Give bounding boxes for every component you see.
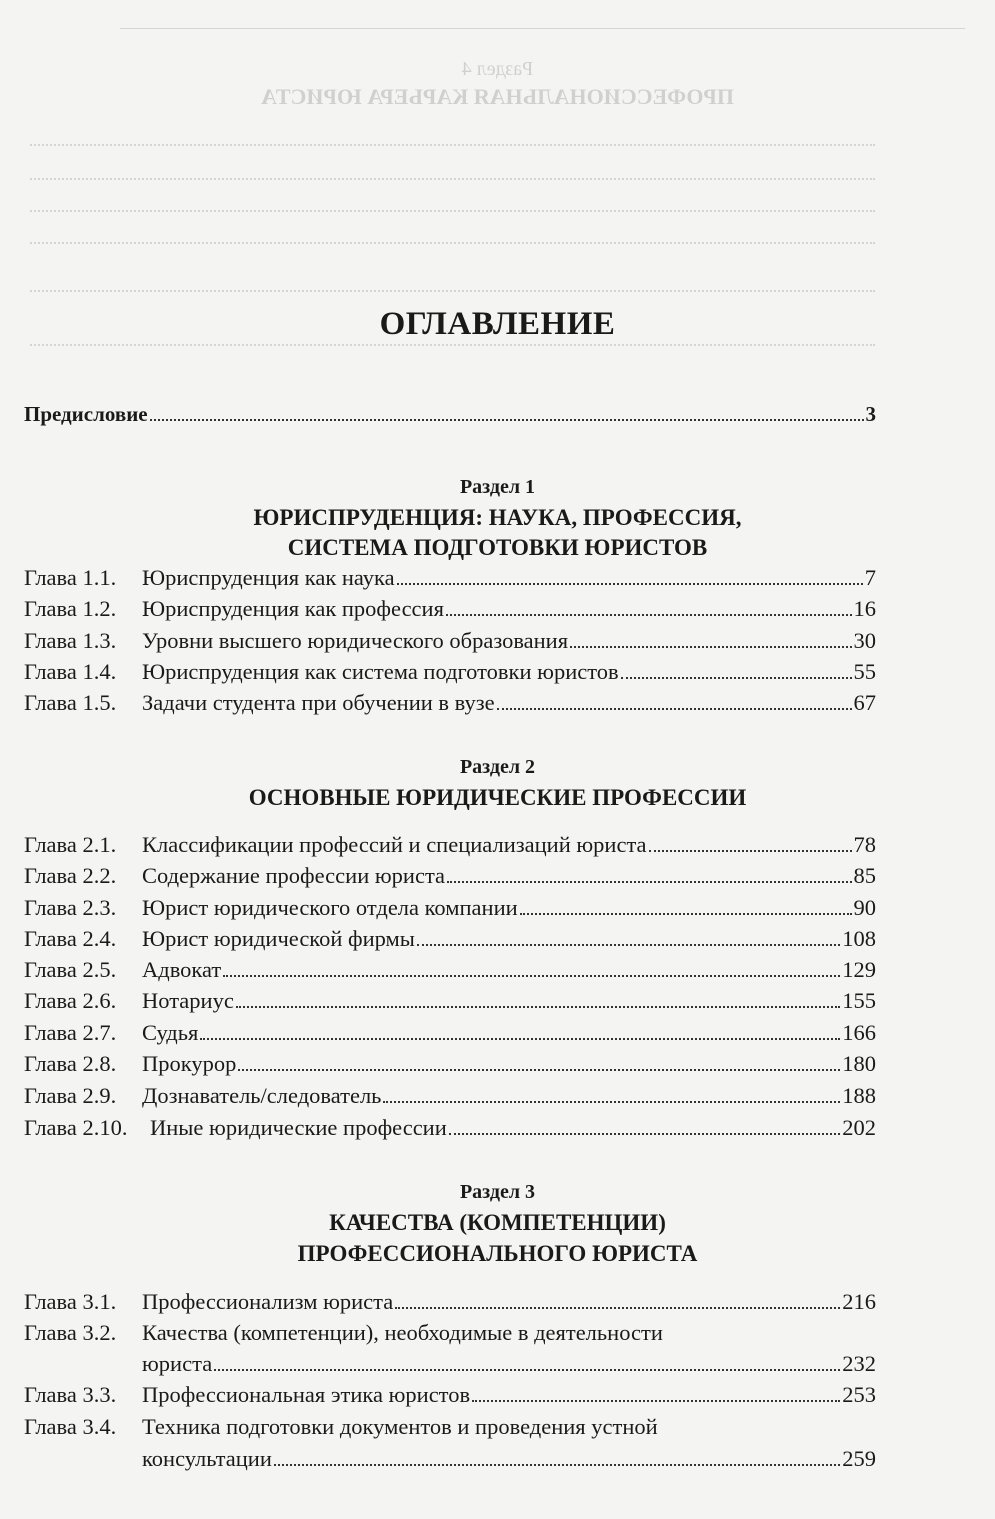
chapter-page: 67	[853, 690, 876, 715]
toc-entry[interactable]	[24, 861, 876, 891]
chapter-page: 232	[842, 1351, 876, 1376]
chapter-title: Задачи студента при обучении в вузе	[142, 690, 495, 715]
chapter-page: 259	[842, 1446, 876, 1471]
dot-leader	[150, 418, 864, 421]
chapter-number: Глава 2.4.	[24, 926, 117, 951]
chapter-title: Иные юридические профессии	[150, 1115, 447, 1140]
toc-entry[interactable]	[24, 594, 876, 624]
chapter-title: Качества (компетенции), необходимые в деятельности	[142, 1320, 663, 1345]
toc-entry[interactable]	[24, 626, 876, 656]
chapter-title-continuation: юриста	[142, 1351, 213, 1376]
section-title-line: ОСНОВНЫЕ ЮРИДИЧЕСКИЕ ПРОФЕССИИ	[248, 785, 747, 810]
chapter-number: Глава 3.4.	[24, 1414, 117, 1439]
chapter-page: 180	[842, 1051, 876, 1076]
chapter-page: 155	[842, 988, 876, 1013]
toc-entry[interactable]	[24, 830, 876, 860]
toc-entry[interactable]	[24, 563, 876, 593]
chapter-title: Юрист юридического отдела компании	[142, 895, 518, 920]
toc-entry[interactable]	[24, 924, 876, 954]
section-label: Раздел 1	[459, 476, 536, 498]
chapter-title: Содержание профессии юриста	[142, 863, 446, 888]
chapter-number: Глава 1.3.	[24, 628, 117, 653]
dot-leader	[520, 912, 852, 915]
page-title: ОГЛАВЛЕНИЕ	[379, 306, 616, 342]
dot-leader	[214, 1368, 840, 1371]
chapter-number: Глава 2.5.	[24, 957, 117, 982]
chapter-number: Глава 2.2.	[24, 863, 117, 888]
chapter-title: Классификации профессий и специализаций юриста	[142, 832, 647, 857]
chapter-title: Юриспруденция как система подготовки юристов	[142, 659, 619, 684]
toc-entry[interactable]	[24, 1287, 876, 1317]
section-title-line: КАЧЕСТВА (КОМПЕТЕНЦИИ)	[329, 1210, 666, 1235]
chapter-page: 253	[842, 1382, 876, 1407]
chapter-number: Глава 2.7.	[24, 1020, 117, 1045]
chapter-number: Глава 1.5.	[24, 690, 117, 715]
dot-leader	[449, 1132, 840, 1135]
chapter-number: Глава 2.9.	[24, 1083, 117, 1108]
dot-leader	[223, 974, 840, 977]
chapter-title: Профессиональная этика юристов	[142, 1382, 471, 1407]
toc-entry-continuation[interactable]	[24, 1444, 876, 1474]
chapter-page: 216	[842, 1289, 876, 1314]
toc-entry[interactable]	[24, 688, 876, 718]
section-title-line: ЮРИСПРУДЕНЦИЯ: НАУКА, ПРОФЕССИЯ,	[253, 505, 742, 530]
chapter-number: Глава 1.1.	[24, 565, 117, 590]
chapter-title: Прокурор	[142, 1051, 237, 1076]
toc-entry[interactable]	[24, 1049, 876, 1079]
chapter-page: 188	[842, 1083, 876, 1108]
toc-entry[interactable]	[24, 1018, 876, 1048]
toc-entry[interactable]	[24, 657, 876, 687]
toc-entry[interactable]	[24, 1113, 876, 1143]
toc-entry-preface[interactable]	[24, 399, 876, 429]
chapter-number: Глава 3.3.	[24, 1382, 117, 1407]
toc-entry-first-line[interactable]	[24, 1412, 876, 1442]
dot-leader	[383, 1100, 840, 1103]
chapter-page: 30	[853, 628, 876, 653]
chapter-title: Нотариус	[142, 988, 234, 1013]
section-title-line: ПРОФЕССИОНАЛЬНОГО ЮРИСТА	[297, 1241, 698, 1266]
chapter-page: 16	[853, 596, 876, 621]
chapter-page: 85	[853, 863, 876, 888]
chapter-page: 166	[842, 1020, 876, 1045]
chapter-page: 108	[842, 926, 876, 951]
chapter-title: Профессионализм юриста	[142, 1289, 394, 1314]
section-label: Раздел 3	[459, 1181, 536, 1203]
chapter-page: 90	[853, 895, 876, 920]
dot-leader	[397, 582, 863, 585]
chapter-title-continuation: консультации	[142, 1446, 272, 1471]
chapter-page: 202	[842, 1115, 876, 1140]
toc-entry[interactable]	[24, 1081, 876, 1111]
toc-entry-page: 3	[865, 402, 876, 426]
dot-leader	[621, 676, 852, 679]
dot-leader	[570, 645, 851, 648]
section-label: Раздел 2	[459, 756, 536, 778]
chapter-page: 55	[853, 659, 876, 684]
toc-entry[interactable]	[24, 955, 876, 985]
chapter-number: Глава 1.4.	[24, 659, 117, 684]
toc-entry[interactable]	[24, 893, 876, 923]
dot-leader	[447, 880, 851, 883]
chapter-title: Юриспруденция как наука	[142, 565, 395, 590]
chapter-title: Адвокат	[142, 957, 222, 982]
dot-leader	[497, 707, 852, 710]
chapter-number: Глава 2.10.	[24, 1115, 128, 1140]
chapter-page: 7	[864, 565, 876, 590]
chapter-number: Глава 2.3.	[24, 895, 117, 920]
dot-leader	[472, 1399, 840, 1402]
chapter-title: Техника подготовки документов и проведения устной	[142, 1414, 658, 1439]
bleed-through-previous-page: Раздел 4 ПРОФЕССИОНАЛЬНАЯ КАРЬЕРА ЮРИСТА	[0, 0, 995, 380]
dot-leader	[238, 1068, 840, 1071]
dot-leader	[417, 943, 840, 946]
toc-entry[interactable]	[24, 1380, 876, 1410]
dot-leader	[395, 1306, 840, 1309]
toc-entry-first-line[interactable]	[24, 1318, 876, 1348]
chapter-page: 78	[853, 832, 876, 857]
chapter-number: Глава 2.8.	[24, 1051, 117, 1076]
chapter-title: Судья	[142, 1020, 199, 1045]
chapter-number: Глава 2.6.	[24, 988, 117, 1013]
chapter-title: Уровни высшего юридического образования	[142, 628, 569, 653]
dot-leader	[649, 849, 852, 852]
dot-leader	[200, 1037, 840, 1040]
chapter-number: Глава 3.1.	[24, 1289, 117, 1314]
chapter-title: Юриспруденция как профессия	[142, 596, 444, 621]
toc-entry[interactable]	[24, 986, 876, 1016]
chapter-number: Глава 1.2.	[24, 596, 117, 621]
chapter-title: Юрист юридической фирмы	[142, 926, 415, 951]
chapter-page: 129	[842, 957, 876, 982]
dot-leader	[236, 1005, 840, 1008]
chapter-title: Дознаватель/следователь	[142, 1083, 382, 1108]
dot-leader	[446, 613, 852, 616]
dot-leader	[274, 1463, 840, 1466]
toc-entry-title: Предисловие	[24, 402, 148, 426]
toc-entry-continuation[interactable]	[24, 1349, 876, 1379]
section-title-line: СИСТЕМА ПОДГОТОВКИ ЮРИСТОВ	[287, 535, 708, 560]
chapter-number: Глава 2.1.	[24, 832, 117, 857]
chapter-number: Глава 3.2.	[24, 1320, 117, 1345]
